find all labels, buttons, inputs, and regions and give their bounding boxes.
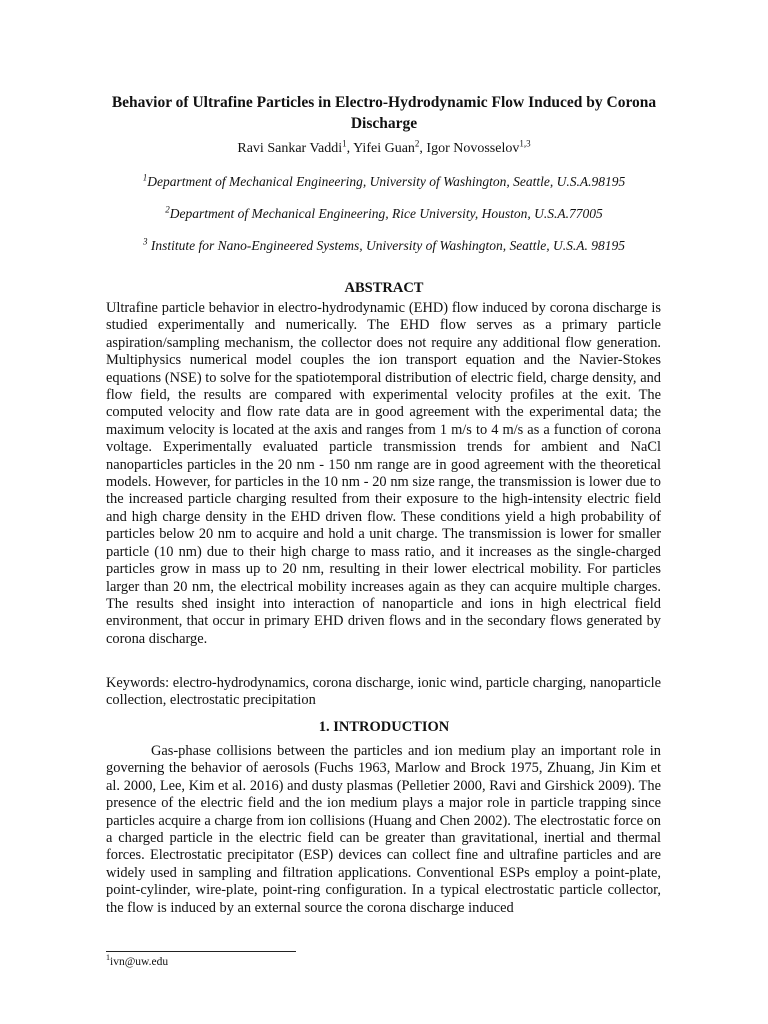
footnote-divider bbox=[106, 951, 296, 952]
abstract-body: Ultrafine particle behavior in electro-hydrodynamic (EHD) flow induced by corona discharge is studied experimentally and numerically. The EHD flow serves as a primary particle aspiration/sampling mechanism, the collector does not require any additional flow generation. Multiphysics numerical model couples the ion transport equation and the Navier-Stokes equations (NSE) to solve for the spatiotemporal distribution of electric field, charge density, and flow field, the results are compared with experimental velocity profiles at the exit. The computed velocity and flow rate data are in good agreement with the experimental data; the maximum velocity is located at the axis and ranges from 1 m/s to 4 m/s as a function of corona voltage. Experimentally evaluated particle transmission trends for ambient and NaCl nanoparticles particles in the 20 nm - 150 nm range are in good agreement with the theoretical models. However, for particles in the 10 nm - 20 nm size range, the transmission is lower due to the increased particle charging resulted from their exposure to the high-intensity electric field and high charge density in the EHD driven flow. These conditions yield a high probability of particles below 20 nm to acquire and hold a unit charge. The transmission is lower for smaller particle (10 nm) due to their high charge to mass ratio, and it increases as the single-charged particles grow in mass up to 20 nm, resulting in their lower electrical mobility. For particles larger than 20 nm, the electrical mobility increases again as they can acquire multiple charges. The results shed insight into interaction of nanoparticle and ions in high electrical field environment, that occur in primary EHD driven flows and in the secondary flows generated by corona discharge. bbox=[106, 300, 661, 647]
author: Igor Novosselov$^{1,3}$ bbox=[426, 138, 531, 156]
corresponding-email: ivn@uw.edu bbox=[110, 956, 169, 968]
author: Ravi Sankar Vaddi$^1$, bbox=[237, 138, 354, 156]
author: Yifei Guan$^2$, bbox=[353, 138, 427, 156]
introduction-heading: 1. INTRODUCTION bbox=[318, 719, 450, 735]
paper-title: Behavior of Ultrafine Particles in Electro-Hydrodynamic Flow Induced by Corona Discharge bbox=[111, 94, 657, 132]
keywords: Keywords: electro-hydrodynamics, corona discharge, ionic wind, particle charging, nanoparticle collection, electrostatic precipitation bbox=[106, 675, 661, 709]
author-list bbox=[100, 140, 668, 158]
affiliation-3: $^3$ Institute for Nano-Engineered Systems, University of Washington, Seattle, U.S.A. 98195 bbox=[143, 236, 625, 253]
affiliation-2: $^2$Department of Mechanical Engineering, Rice University, Houston, U.S.A.77005 bbox=[165, 204, 603, 221]
affiliation-1: $^1$Department of Mechanical Engineering, University of Washington, Seattle, U.S.A.98195 bbox=[142, 172, 626, 189]
introduction-body: Gas-phase collisions between the particles and ion medium play an important role in governing the behavior of aerosols (Fuchs 1963, Marlow and Brock 1975, Zhuang, Jin Kim et al. 2000, Lee, Kim et al. 2016) and dusty plasmas (Pelletier 2000, Ravi and Girshick 2009). The presence of the electric field and the ion medium plays a major role in particle trapping since particles acquire a charge from ion collisions (Huang and Chen 2002). The electrostatic force on a charged particle in the electric field can be greater than gravitational, inertial and thermal forces. Electrostatic precipitator (ESP) devices can collect fine and ultrafine particles and are widely used in sampling and filtration applications. Conventional ESPs employ a point-plate, point-cylinder, wire-plate, point-ring configuration. In a typical electrostatic particle collector, the flow is induced by an external source the corona discharge induced bbox=[106, 743, 661, 916]
abstract-heading: ABSTRACT bbox=[344, 280, 424, 296]
footnote: $^1$ivn@uw.edu bbox=[106, 953, 169, 968]
